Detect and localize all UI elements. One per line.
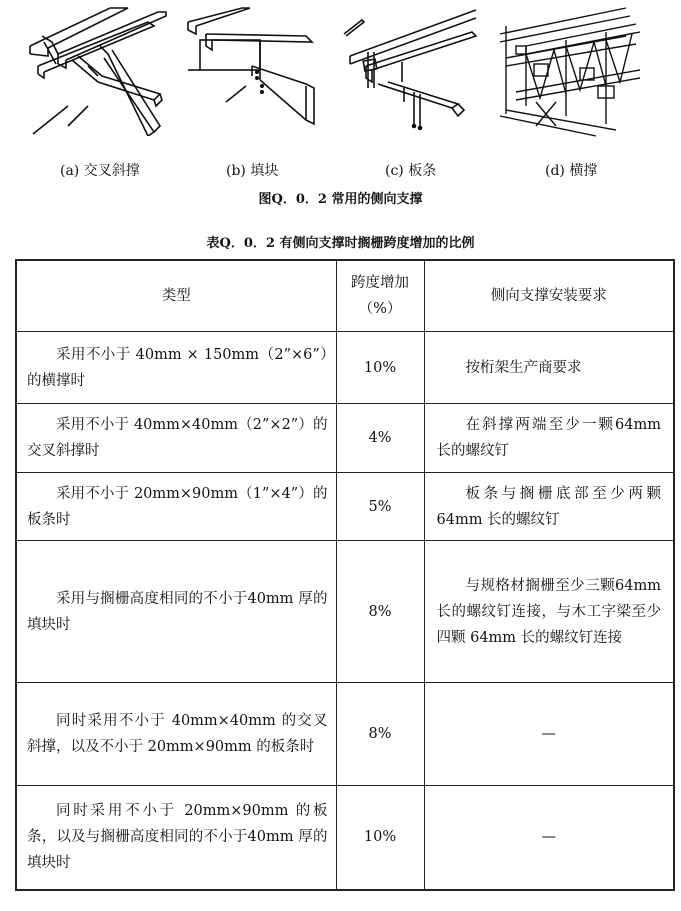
cell-requirement: [424, 541, 674, 683]
caption-c: (c) 板条: [385, 163, 437, 179]
cell-increase: 5%: [336, 473, 424, 541]
table-row: [16, 473, 674, 541]
cell-type: [16, 683, 336, 786]
caption-a: (a) 交叉斜撑: [60, 163, 140, 179]
cell-requirement-text: 与规格材搁栅至少三颗64mm 长的螺纹钉连接，与木工字梁至少四颗 64mm 长的螺纹钉连接: [436, 577, 661, 646]
cell-requirement-text: 按桁架生产商要求: [465, 359, 582, 376]
cell-type: [16, 541, 336, 683]
cell-type-text: 同时采用不小于 40mm×40mm 的交叉斜撑，以及不小于 20mm×90mm 的板条时: [27, 713, 328, 755]
cell-type: [16, 786, 336, 890]
table-row: [16, 786, 674, 890]
caption-b: (b) 填块: [226, 163, 279, 179]
table-row: [16, 541, 674, 683]
cell-requirement: [424, 332, 674, 404]
strongback-illustration: [496, 6, 646, 141]
span-increase-table: [15, 259, 675, 891]
cell-type: [16, 473, 336, 541]
cell-type-text: 同时采用不小于 20mm×90mm 的板条，以及与搁栅高度相同的不小于40mm 厚的填块时: [27, 803, 328, 872]
cell-type-text: 采用不小于 40mm × 150mm（2”×6”）的横撑时: [27, 346, 328, 389]
table-header-row: [16, 260, 674, 332]
cell-requirement: —: [424, 683, 674, 786]
header-requirement: 侧向支撑安装要求: [424, 260, 674, 332]
figure-strip: [0, 0, 681, 155]
table-row: [16, 332, 674, 404]
header-increase-line1: 跨度增加: [351, 275, 409, 291]
blocking-illustration: [186, 6, 316, 136]
cell-type-text: 采用不小于 20mm×90mm（1”×4”）的板条时: [27, 485, 328, 528]
cell-requirement: [424, 404, 674, 473]
table-row: [16, 404, 674, 473]
cell-requirement: —: [424, 786, 674, 890]
cell-type: [16, 404, 336, 473]
cell-type: [16, 332, 336, 404]
table-title: 表Q．0．2 有侧向支撑时搁栅跨度增加的比例: [206, 236, 475, 251]
header-increase-line2: （%）: [358, 301, 402, 317]
header-increase: [336, 260, 424, 332]
cell-increase: 4%: [336, 404, 424, 473]
cell-increase: 10%: [336, 786, 424, 890]
cross-bracing-illustration: [28, 6, 168, 136]
cell-requirement-text: 在斜撑两端至少一颗64mm 长的螺纹钉: [436, 417, 661, 459]
cell-type-text: 采用不小于 40mm×40mm（2”×2”）的交叉斜撑时: [27, 417, 328, 459]
cell-type-text: 采用与搁栅高度相同的不小于40mm 厚的填块时: [27, 590, 328, 633]
cell-requirement: [424, 473, 674, 541]
cell-increase: 10%: [336, 332, 424, 404]
cell-increase: 8%: [336, 683, 424, 786]
cell-requirement-text: 板条与搁栅底部至少两颗64mm 长的螺纹钉: [436, 485, 661, 528]
table-row: [16, 683, 674, 786]
cell-increase: 8%: [336, 541, 424, 683]
header-type: 类型: [16, 260, 336, 332]
figure-title: 图Q．0．2 常用的侧向支撑: [258, 192, 423, 207]
caption-d: (d) 横撑: [545, 163, 598, 179]
strapping-illustration: [342, 6, 482, 136]
